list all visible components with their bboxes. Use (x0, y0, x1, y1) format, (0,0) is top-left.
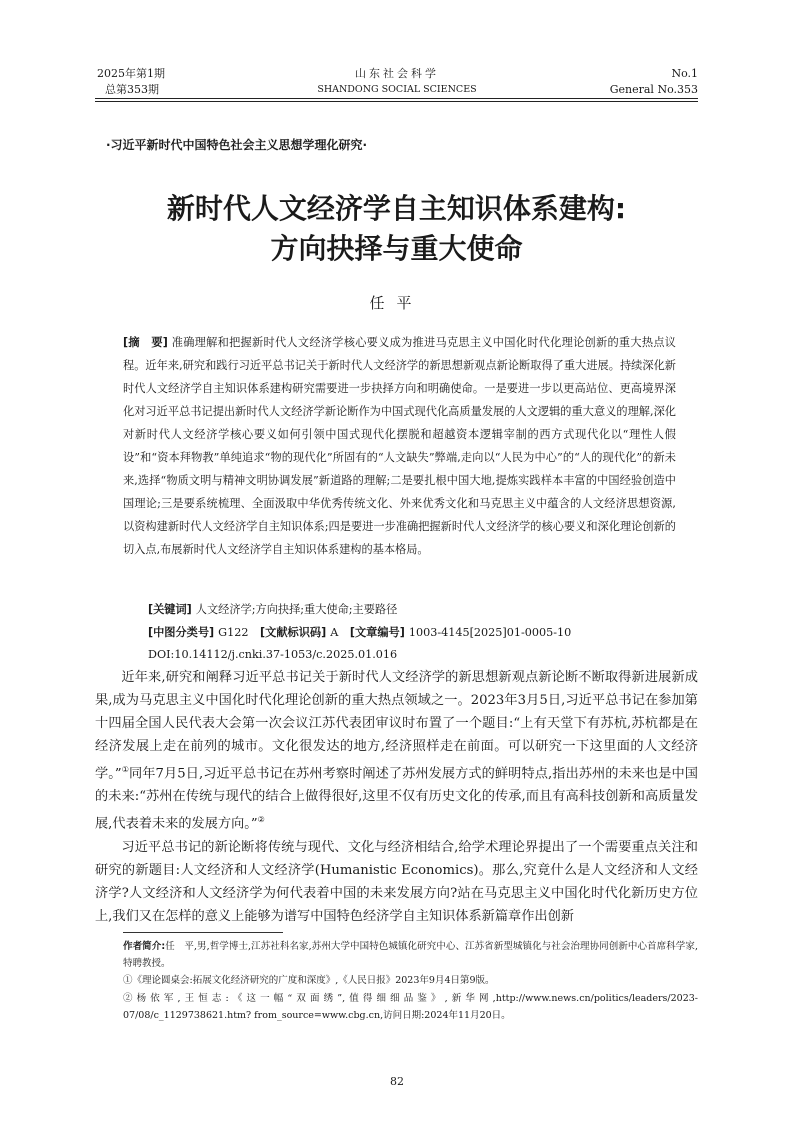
page-number: 82 (390, 1075, 404, 1088)
footnote-2: ②杨依军,王恒志:《这一幅“双面绣”,值得细细品鉴》,新华网,http://www.news.cn/politics/leaders/2023-07/08/c_1129738621.htm? from_source=www.cbg.cn,访问日期:2024年11月20日。 (123, 993, 698, 1021)
general-no-en: General No.353 (609, 83, 698, 96)
footnote-1: ①《理论圆桌会:拓展文化经济研究的广度和深度》,《人民日报》2023年9月4日第9版。 (123, 975, 495, 986)
total-issue-label: 总第353期 (105, 83, 159, 96)
clc-value: G122 (218, 626, 249, 639)
doc-code-value: A (330, 626, 339, 639)
footnote-mark-2: ② (257, 815, 265, 825)
body-paragraph-2: 习近平总书记的新论断将传统与现代、文化与经济相结合,给学术理论界提出了一个需要重点关注和研究的新题目:人文经济和人文经济学(Humanistic Economics)。那么,究竟什么是人文经济和人文经济学?人文经济和人文经济学为何代表着中国的未来发展方向?站在马克思主义中国化时代化新历史方位上,我们又在怎样的意义上能够为谱写中国特色经济学自主知识体系新篇章作出创新 (95, 839, 698, 924)
issue-label: 2025年第1期 (97, 67, 165, 80)
header-rule-thick (95, 98, 698, 99)
body-paragraph-1-part-a: 近年来,研究和阐释习近平总书记关于新时代人文经济学的新思想新观点新论断不断取得新进展新成果,成为马克思主义中国化时代化理论创新的重大热点领域之一。2023年3月5日,习近平总书记在参加第十四届全国人民代表大会第一次会议江苏代表团审议时布置了一个题目:“上有天堂下有苏杭,苏杭都是在经济发展上走在前列的城市。文化很发达的地方,经济照样走在前面。可以研究一下这里面的人文经济学。” (95, 670, 698, 782)
clc-label: [中图分类号] (148, 626, 215, 639)
article-no-label: [文章编号] (349, 626, 405, 639)
article-title-line1: 新时代人文经济学自主知识体系建构: (166, 192, 627, 225)
author-bio-text: 任 平,男,哲学博士,江苏社科名家,苏州大学中国特色城镇化研究中心、江苏省新型城镇化与社会治理协同创新中心首席科学家,特聘教授。 (123, 941, 698, 969)
author-name: 任平 (369, 294, 424, 312)
issue-no-en: No.1 (671, 67, 698, 80)
footnote-mark-1: ① (121, 765, 129, 774)
article-title-line2: 方向抉择与重大使命 (270, 232, 523, 265)
classification-row (148, 621, 571, 644)
body-paragraph-1-part-b: 同年7月5日,习近平总书记在苏州考察时阐述了苏州发展方式的鲜明特点,指出苏州的未来也是中国的未来:“苏州在传统与现代的结合上做得很好,这里不仅有历史文化的传承,而且有高科技创新和高质量发展,代表着未来的发展方向。” (95, 766, 698, 832)
journal-name-cn: 山东社会科学 (355, 67, 439, 80)
footnote-rule (123, 932, 283, 933)
doc-code-label: [文献标识码] (260, 626, 327, 639)
journal-name-en: SHANDONG SOCIAL SCIENCES (317, 84, 477, 95)
keywords-row (148, 598, 397, 621)
doi: DOI:10.14112/j.cnki.37-1053/c.2025.01.016 (148, 648, 398, 661)
author-bio (123, 938, 698, 972)
author-bio-label: 作者简介: (123, 941, 166, 952)
body-text (95, 666, 698, 928)
header-rule-thin (95, 101, 698, 102)
column-heading: ·习近平新时代中国特色社会主义思想学理化研究· (106, 138, 368, 152)
abstract-text: 准确理解和把握新时代人文经济学核心要义成为推进马克思主义中国化时代化理论创新的重大热点议程。近年来,研究和践行习近平总书记关于新时代人文经济学的新思想新观点新论断取得了重大进展。持续深化新时代人文经济学自主知识体系建构研究需要进一步抉择方向和明确使命。一是要进一步以更高站位、更高境界深化对习近平总书记提出新时代人文经济学新论断作为中国式现代化高质量发展的人文逻辑的重大意义的理解,深化对新时代人文经济学核心要义如何引领中国式现代化摆脱和超越资本逻辑宰制的西方式现代化以“理性人假设”和“资本拜物教”单纯追求“物的现代化”所固有的“人文缺失”弊端,走向以“人民为中心”的“人的现代化”的新未来,选择“物质文明与精神文明协调发展”新道路的理解;二是要扎根中国大地,提炼实践样本丰富的中国经验创造中国理论;三是要系统梳理、全面汲取中华优秀传统文化、外来优秀文化和马克思主义中蕴含的人文经济思想资源,以资构建新时代人文经济学自主知识体系;四是要进一步准确把握新时代人文经济学的核心要义和深化理论创新的切入点,布展新时代人文经济学自主知识体系建构的基本格局。 (123, 336, 676, 556)
body-paragraph-1 (95, 666, 698, 836)
article-no-value: 1003-4145[2025]01-0005-10 (408, 626, 572, 639)
keywords-text: 人文经济学;方向抉择;重大使命;主要路径 (195, 603, 398, 616)
abstract-label: [摘 要] (123, 336, 168, 349)
keywords-label: [关键词] (148, 603, 192, 616)
abstract (123, 331, 676, 561)
